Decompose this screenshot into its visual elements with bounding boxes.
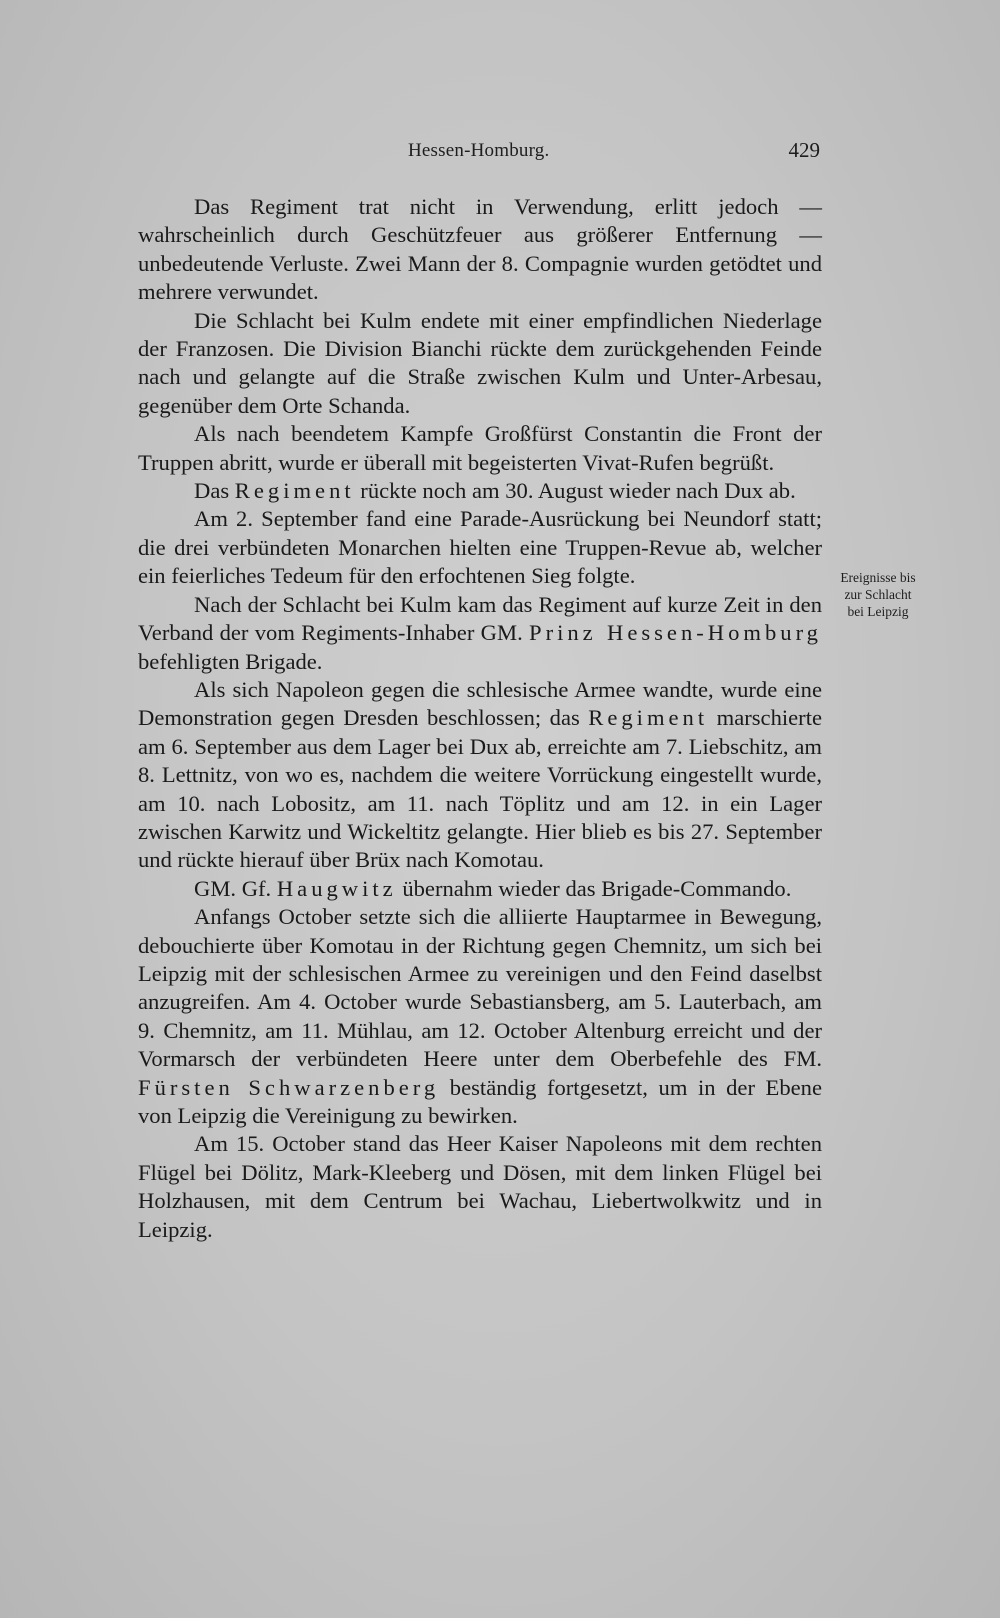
- paragraph-7: [138, 676, 822, 875]
- page-number: 429: [788, 138, 820, 162]
- marginal-note-line-3: bei Leipzig: [847, 604, 909, 619]
- body-text: [138, 193, 822, 1244]
- paragraph-6: [138, 591, 822, 676]
- paragraph-1: Das Regiment trat nicht in Verwendung, erlitt jedoch — wahrscheinlich durch Geschützfeuer aus größerer Entfernung — unbedeutende Verluste. Zwei Mann der 8. Compagnie wurden getödtet und mehrere verwundet.: [138, 194, 822, 305]
- paragraph-2: Die Schlacht bei Kulm endete mit einer empfindlichen Niederlage der Franzosen. Die Division Bianchi rückte dem zurückgehenden Feinde nach und gelangte auf die Straße zwischen Kulm und Unter-Arbesau, gegenüber dem Orte Schanda.: [138, 307, 822, 418]
- paragraph-9-post: beständig fortgesetzt, um in der Ebene von Leipzig die Vereinigung zu bewirken.: [138, 1074, 823, 1128]
- paragraph-10: Am 15. October stand das Heer Kaiser Napoleons mit dem rechten Flügel bei Dölitz, Mark-Kleeberg und Dösen, mit dem linken Flügel bei Holzhausen, mit dem Centrum bei Wachau, Liebertwolkwitz und in Leipzig.: [138, 1131, 822, 1242]
- paragraph-9-pre: Anfangs October setzte sich die alliierte Hauptarmee in Bewegung, debouchierte über Komotau in der Richtung gegen Chemnitz, um sich bei Leipzig mit der schlesischen Armee zu vereinigen und den Feind daselbst anzugreifen. Am 4. October wurde Sebastiansberg, am 5. Lauterbach, am 9. Chemnitz, am 11. Mühlau, am 12. October Altenburg erreicht und der Vormarsch der verbündeten Heere unter dem Oberbefehle des FM.: [138, 904, 822, 1072]
- running-title: Hessen-Homburg.: [408, 140, 550, 161]
- marginal-note-line-2: zur Schlacht: [844, 587, 912, 602]
- marginal-note-line-1: Ereignisse bis: [840, 570, 916, 585]
- paragraph-8-spaced: Haugwitz: [276, 875, 397, 901]
- paragraph-6-spaced: Prinz Hessen-Homburg: [529, 620, 822, 646]
- paragraph-4-post: rückte noch am 30. August wieder nach Dux ab.: [354, 478, 796, 504]
- paragraph-4-pre: Das: [194, 478, 235, 504]
- paragraph-9: [138, 903, 822, 1130]
- paragraph-4: [138, 477, 822, 505]
- paragraph-6-post: befehligten Brigade.: [138, 648, 323, 674]
- paragraph-7-spaced: Regiment: [588, 705, 709, 731]
- paragraph-8: [138, 875, 822, 903]
- paragraph-4-spaced: Regiment: [234, 478, 355, 504]
- paragraph-5: Am 2. September fand eine Parade-Ausrückung bei Neundorf statt; die drei verbündeten Monarchen hielten eine Truppen-Revue ab, welcher ein feierliches Tedeum für den erfochtenen Sieg folgte.: [138, 506, 822, 589]
- page-header: [138, 138, 820, 168]
- paragraph-8-post: übernahm wieder das Brigade-Commando.: [396, 875, 792, 901]
- paragraph-3: Als nach beendetem Kampfe Großfürst Constantin die Front der Truppen abritt, wurde er überall mit begeisterten Vivat-Rufen begrüßt.: [138, 421, 822, 475]
- paragraph-7-pre: Als sich Napoleon gegen die schlesische Armee wandte, wurde eine Demonstration gegen Dresden beschlossen; das: [138, 676, 822, 731]
- paragraph-6-pre: Nach der Schlacht bei Kulm kam das Regiment auf kurze Zeit in den Verband der vom Regiments-Inhaber GM.: [138, 591, 822, 646]
- paragraph-8-pre: GM. Gf.: [194, 875, 277, 901]
- paragraph-7-post: marschierte am 6. September aus dem Lager bei Dux ab, erreichte am 7. Liebschitz, am 8. Lettnitz, von wo es, nachdem die weitere Vorrückung eingestellt wurde, am 10. nach Lobositz, am 11. nach Töplitz und am 12. in ein Lager zwischen Karwitz und Wickeltitz gelangte. Hier blieb es bis 27. September und rückte hierauf über Brüx nach Komotau.: [138, 705, 823, 873]
- paragraph-9-spaced: Fürsten Schwarzenberg: [138, 1074, 440, 1100]
- marginal-note: [828, 569, 928, 620]
